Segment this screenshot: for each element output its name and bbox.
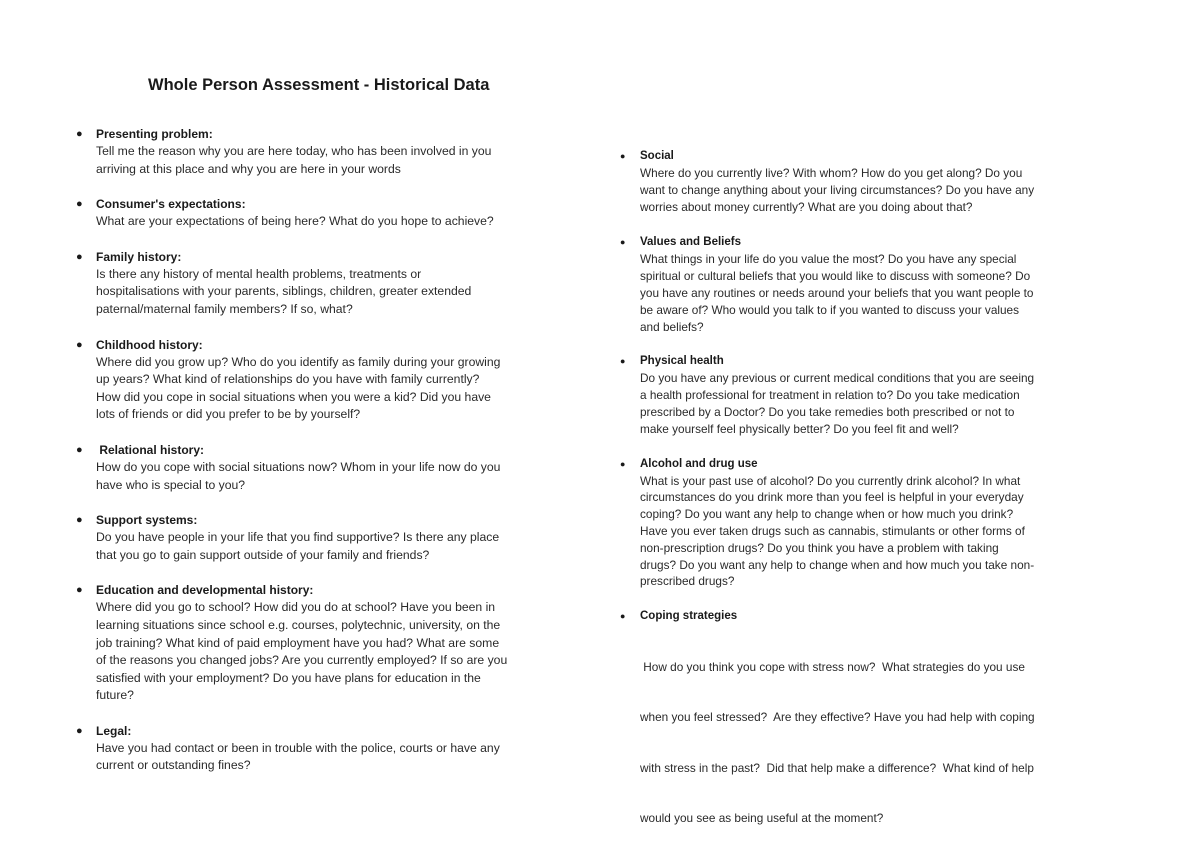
section-body	[640, 625, 1070, 860]
bullet-icon: ●	[620, 237, 626, 248]
body-line: up years? What kind of relationships do you have with family currently?	[96, 372, 480, 387]
body-line: be aware of? Who would you talk to if you wanted to discuss your values	[640, 302, 1020, 317]
body-line: arriving at this place and why you are here in your words	[96, 161, 401, 176]
section-legal	[76, 723, 551, 775]
body-line: worries about money currently? What are you doing about that?	[640, 199, 973, 214]
body-line: future?	[96, 688, 134, 703]
body-line: current or outstanding fines?	[96, 758, 251, 773]
left-column	[76, 126, 551, 775]
section-body	[96, 459, 551, 494]
body-line: prescribed drugs?	[640, 574, 735, 589]
body-line: hospitalisations with your parents, siblings, children, greater extended	[96, 284, 472, 299]
section-presenting-problem	[76, 126, 551, 178]
body-line: a health professional for treatment in relation to? Do you take medication	[640, 388, 1020, 403]
section-body	[96, 599, 551, 705]
bullet-icon: ●	[76, 128, 83, 140]
body-line: want to change anything about your living circumstances? Do you have any	[640, 182, 1035, 197]
body-line: lots of friends or did you prefer to be by yourself?	[96, 407, 361, 422]
body-line: What things in your life do you value the most? Do you have any special	[640, 252, 1017, 267]
body-line: with stress in the past? Did that help make a difference? What kind of help	[640, 760, 1034, 775]
section-heading: Coping strategies	[640, 610, 738, 623]
body-line: have who is special to you?	[96, 477, 246, 492]
body-line: that you go to gain support outside of your family and friends?	[96, 547, 430, 562]
section-heading: Relational history:	[96, 442, 205, 457]
section-heading: Family history:	[96, 249, 182, 264]
section-coping-strategies	[620, 608, 1070, 860]
right-column	[620, 148, 1070, 860]
body-line: Tell me the reason why you are here today, who has been involved in you	[96, 144, 492, 158]
bullet-icon: ●	[620, 151, 626, 161]
section-family-history	[76, 249, 551, 319]
section-heading: Physical health	[640, 355, 724, 368]
body-line: satisfied with your employment? Do you have plans for education in the	[96, 670, 481, 685]
bullet-icon: ●	[620, 611, 626, 622]
section-consumers-expectations	[76, 196, 551, 231]
bullet-icon: ●	[620, 356, 626, 367]
section-body	[640, 251, 1070, 335]
bullet-icon: ●	[76, 724, 83, 737]
bullet-icon: ●	[76, 250, 83, 263]
section-body	[96, 354, 551, 424]
section-heading: Education and developmental history:	[96, 583, 314, 598]
body-line: Where did you grow up? Who do you identify as family during your growing	[96, 354, 501, 369]
body-line: learning situations since school e.g. courses, polytechnic, university, on the	[96, 617, 501, 632]
body-line: How do you think you cope with stress now? What strategies do you use	[640, 659, 1025, 674]
body-line: of the reasons you changed jobs? Are you currently employed? If so are you	[96, 653, 508, 668]
section-body	[640, 165, 1070, 215]
body-line: you have any routines or needs around your beliefs that you want people to	[640, 285, 1034, 300]
bullet-icon: ●	[76, 338, 83, 351]
body-line: How do you cope with social situations now? Whom in your life now do you	[96, 459, 501, 474]
section-values-beliefs	[620, 234, 1070, 335]
bullet-icon: ●	[76, 514, 83, 527]
section-body	[96, 529, 551, 564]
body-line: non-prescription drugs? Do you think you have a problem with taking	[640, 540, 999, 555]
section-heading: Legal:	[96, 723, 132, 738]
section-physical-health	[620, 353, 1070, 437]
section-body	[96, 213, 551, 231]
section-heading: Alcohol and drug use	[640, 457, 758, 470]
section-body	[640, 473, 1070, 591]
bullet-icon: ●	[76, 198, 83, 211]
section-body	[96, 266, 551, 319]
section-alcohol-drug-use	[620, 456, 1070, 591]
body-line: drugs? Do you want any help to change when and how much you take non-	[640, 557, 1035, 572]
bullet-icon: ●	[620, 458, 626, 469]
body-line: would you see as being useful at the moment?	[640, 810, 884, 825]
section-body	[640, 370, 1070, 437]
bullet-icon: ●	[76, 584, 83, 597]
body-line: coping? Do you want any help to change when or how much you drink?	[640, 507, 1014, 522]
page-title: Whole Person Assessment - Historical Data	[148, 76, 490, 94]
section-heading: Consumer's expectations:	[96, 197, 246, 212]
body-line: spiritual or cultural beliefs that you would like to discuss with someone? Do	[640, 269, 1031, 284]
body-line: Where do you currently live? With whom? How do you get along? Do you	[640, 166, 1023, 180]
body-line: Is there any history of mental health problems, treatments or	[96, 266, 422, 281]
body-line: Do you have any previous or current medical conditions that you are seeing	[640, 371, 1035, 386]
section-body	[96, 143, 551, 178]
body-line: Have you had contact or been in trouble with the police, courts or have any	[96, 740, 500, 755]
section-social	[620, 148, 1070, 215]
section-body	[96, 740, 551, 775]
section-heading: Social	[640, 150, 674, 162]
section-heading: Support systems:	[96, 513, 198, 528]
body-line: paternal/maternal family members? If so, what?	[96, 301, 353, 316]
body-line: circumstances do you drink more than you feel is helpful in your everyday	[640, 490, 1024, 505]
bullet-icon: ●	[76, 443, 83, 456]
section-relational-history	[76, 442, 551, 494]
body-line: job training? What kind of paid employment have you had? What are some	[96, 635, 500, 650]
section-education-history	[76, 582, 551, 705]
section-heading: Presenting problem:	[96, 127, 213, 141]
body-line: Where did you go to school? How did you do at school? Have you been in	[96, 600, 496, 615]
section-heading: Childhood history:	[96, 337, 203, 352]
body-line: and beliefs?	[640, 319, 704, 334]
section-support-systems	[76, 512, 551, 564]
body-line: when you feel stressed? Are they effective? Have you had help with coping	[640, 710, 1035, 725]
body-line: Have you ever taken drugs such as cannabis, stimulants or other forms of	[640, 523, 1025, 538]
body-line: prescribed by a Doctor? Do you take remedies both prescribed or not to	[640, 404, 1015, 419]
section-heading: Values and Beliefs	[640, 236, 741, 249]
body-line: Do you have people in your life that you find supportive? Is there any place	[96, 530, 500, 545]
body-line: make yourself feel physically better? Do you feel fit and well?	[640, 421, 959, 436]
body-line: What are your expectations of being here? What do you hope to achieve?	[96, 214, 494, 229]
body-line: What is your past use of alcohol? Do you currently drink alcohol? In what	[640, 473, 1021, 488]
body-line: How did you cope in social situations when you were a kid? Did you have	[96, 389, 491, 404]
section-childhood-history	[76, 337, 551, 424]
